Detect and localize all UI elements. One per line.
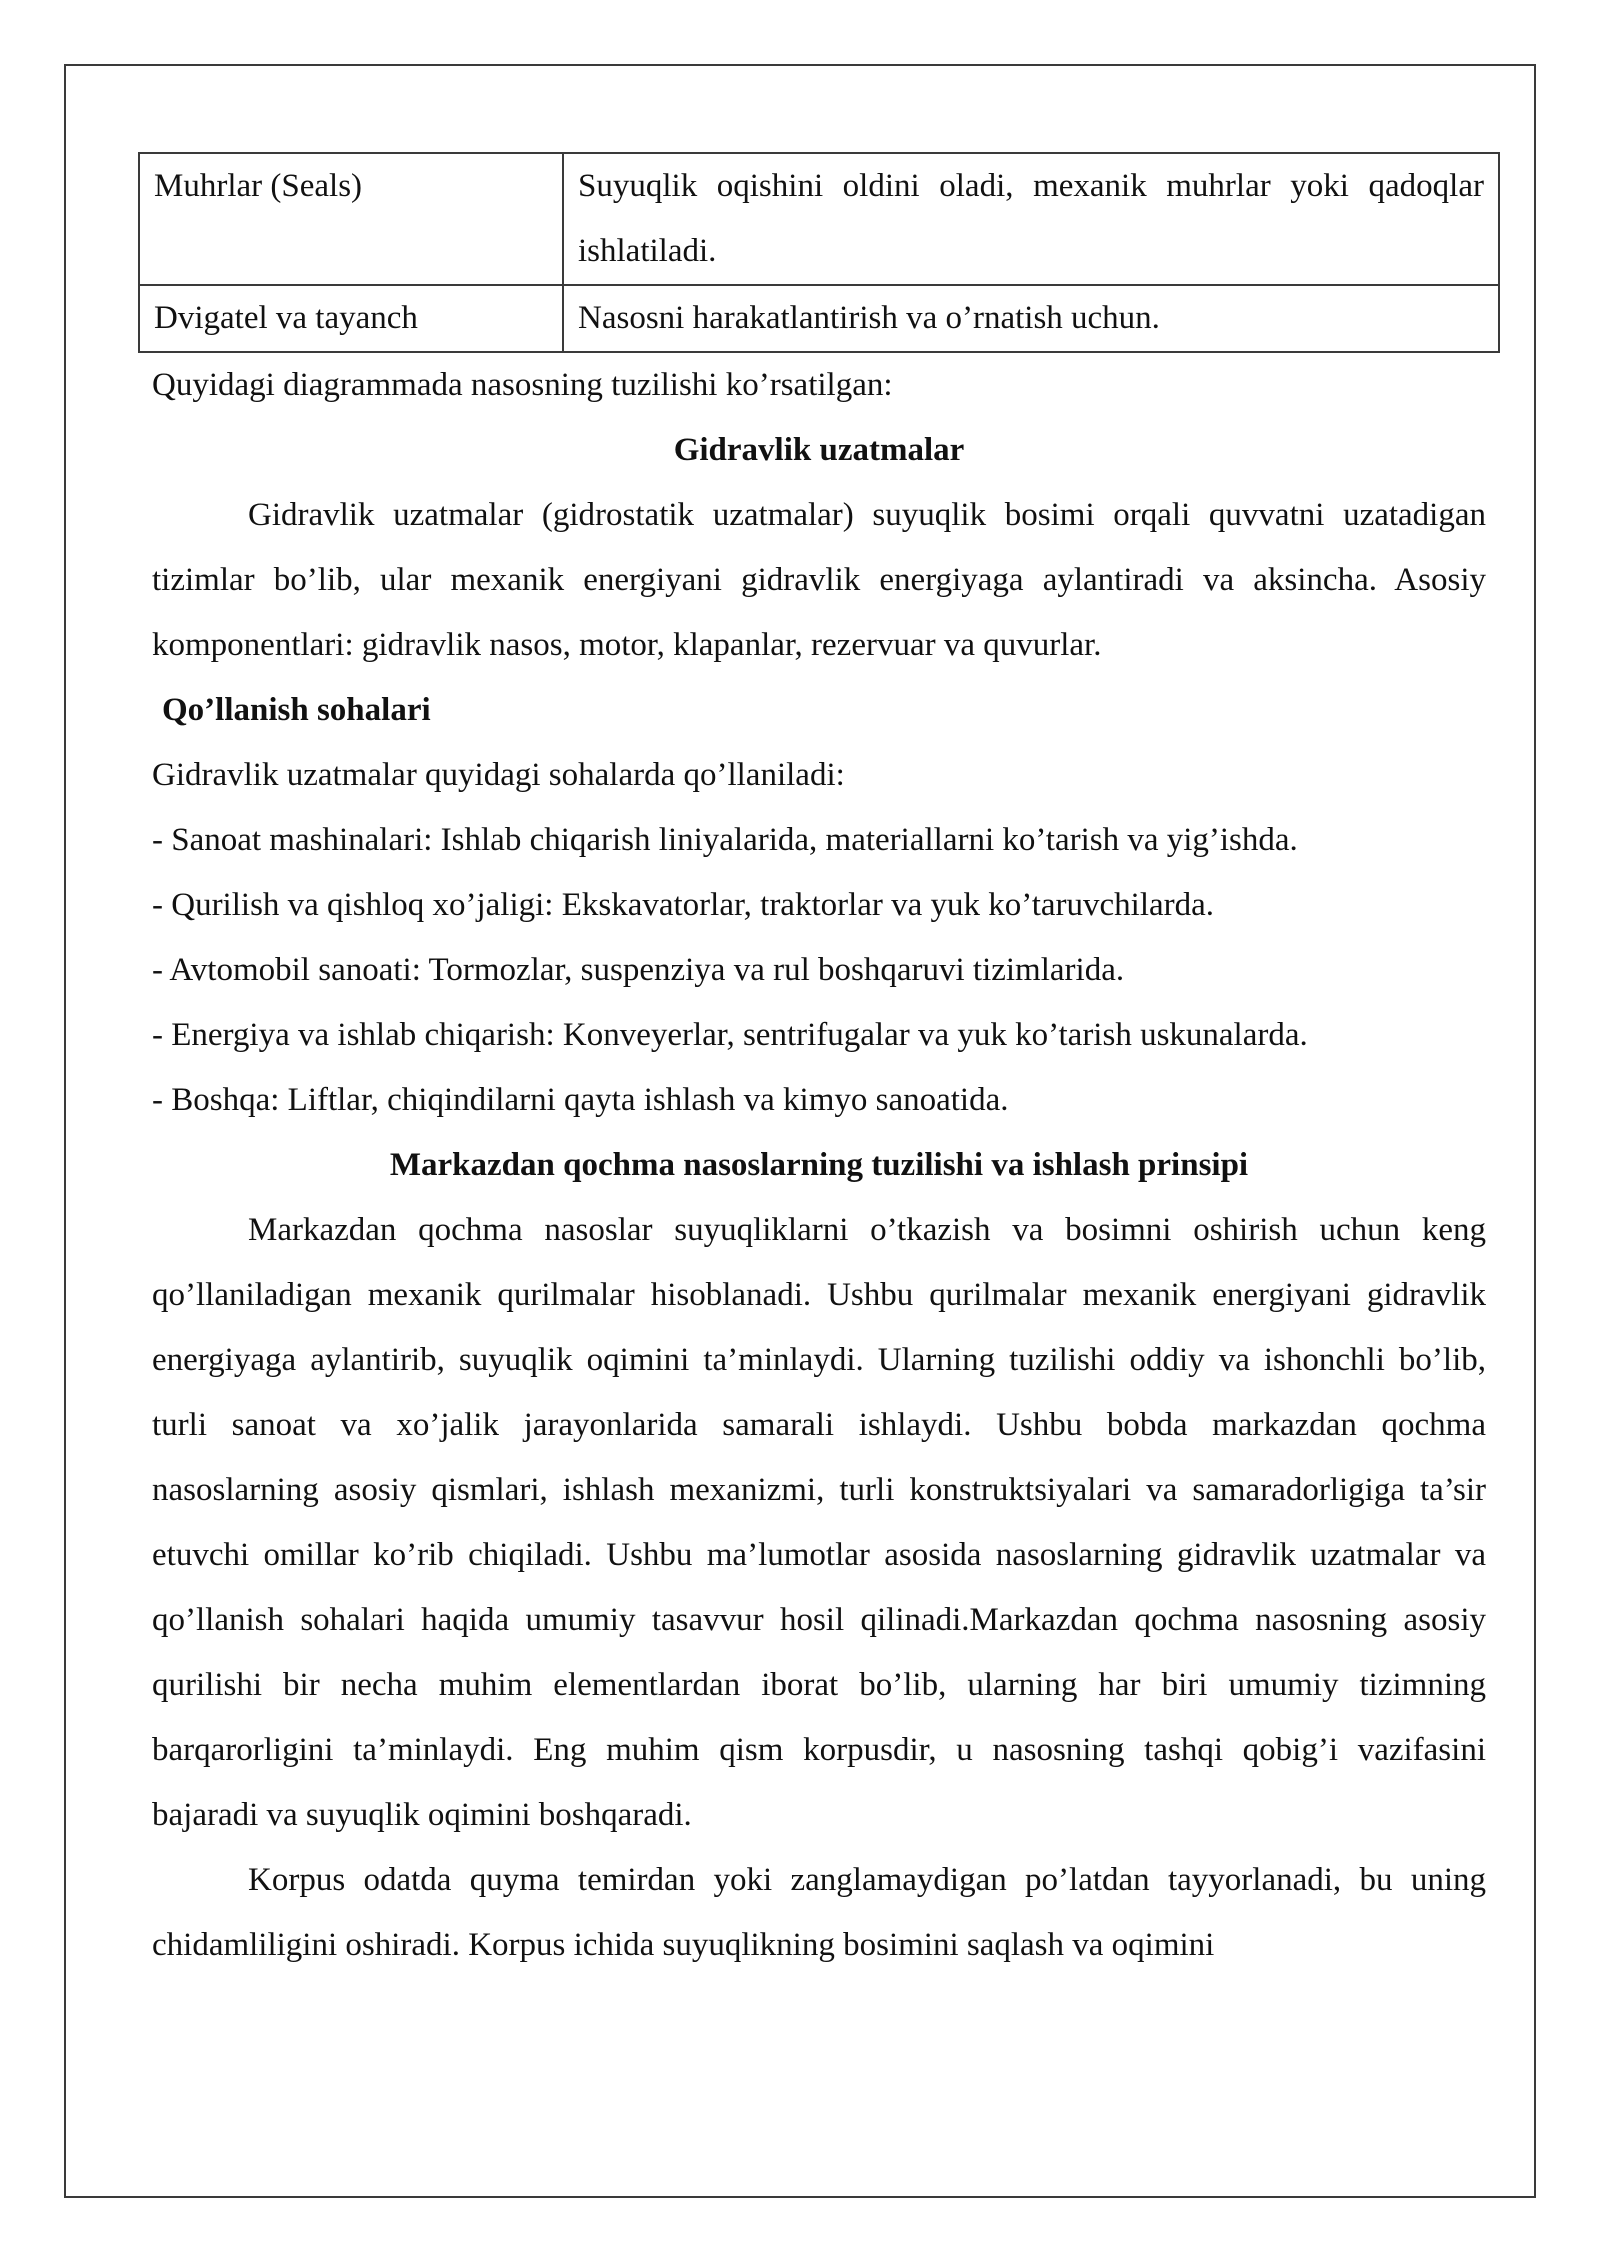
- paragraph-hydraulic-transmissions: Gidravlik uzatmalar (gidrostatik uzatmalar) suyuqlik bosimi orqali quvvatni uzatadigan tizimlar bo’lib, ular mexanik energiyani gidravlik energiyaga aylantiradi va aksincha. Asosiy komponentlari: gidravlik nasos, motor, klapanlar, rezervuar va quvurlar.: [152, 497, 1486, 663]
- table-cell-description: Nasosni harakatlantirish va o’rnatish uchun.: [563, 285, 1499, 352]
- components-table: [138, 152, 1500, 353]
- section-heading-applications: Qo’llanish sohalari: [162, 692, 431, 728]
- table-cell-name: Dvigatel va tayanch: [139, 285, 563, 352]
- list-item: - Qurilish va qishloq xo’jaligi: Ekskavatorlar, traktorlar va yuk ko’taruvchilarda.: [152, 887, 1215, 923]
- paragraph-centrifugal-pumps-1: Markazdan qochma nasoslar suyuqliklarni o’tkazish va bosimni oshirish uchun keng qo’llaniladigan mexanik qurilmalar hisoblanadi. Ushbu qurilmalar mexanik energiyani gidravlik energiyaga aylantirib, suyuqlik oqimini ta’minlaydi. Ularning tuzilishi oddiy va ishonchli bo’lib, turli sanoat va xo’jalik jarayonlarida samarali ishlaydi. Ushbu bobda markazdan qochma nasoslarning asosiy qismlari, ishlash mexanizmi, turli konstruktsiyalari va samaradorligiga ta’sir etuvchi omillar ko’rib chiqiladi. Ushbu ma’lumotlar asosida nasoslarning gidravlik uzatmalar va qo’llanish sohalari haqida umumiy tasavvur hosil qilinadi.Markazdan qochma nasosning asosiy qurilishi bir necha muhim elementlardan iborat bo’lib, ularning har biri umumiy tizimning barqarorligini ta’minlaydi. Eng muhim qism korpusdir, u nasosning tashqi qobig’i vazifasini bajaradi va suyuqlik oqimini boshqaradi.: [152, 1212, 1486, 1833]
- table-cell-description: Suyuqlik oqishini oldini oladi, mexanik muhrlar yoki qadoqlar ishlatiladi.: [563, 153, 1499, 285]
- list-item: - Energiya va ishlab chiqarish: Konveyerlar, sentrifugalar va yuk ko’tarish uskunalarda.: [152, 1017, 1308, 1053]
- list-item: - Sanoat mashinalari: Ishlab chiqarish liniyalarida, materiallarni ko’tarish va yig’ishda.: [152, 822, 1298, 858]
- section-heading-hydraulic-transmissions: Gidravlik uzatmalar: [673, 432, 965, 468]
- diagram-caption: Quyidagi diagrammada nasosning tuzilishi ko’rsatilgan:: [152, 367, 893, 403]
- section-heading-centrifugal-pumps: Markazdan qochma nasoslarning tuzilishi va ishlash prinsipi: [389, 1147, 1249, 1183]
- applications-intro: Gidravlik uzatmalar quyidagi sohalarda qo’llaniladi:: [152, 757, 845, 793]
- list-item: - Boshqa: Liftlar, chiqindilarni qayta ishlash va kimyo sanoatida.: [152, 1082, 1009, 1118]
- list-item: - Avtomobil sanoati: Tormozlar, suspenziya va rul boshqaruvi tizimlarida.: [152, 952, 1125, 988]
- page-content: [152, 152, 1486, 1978]
- paragraph-centrifugal-pumps-2: Korpus odatda quyma temirdan yoki zanglamaydigan po’latdan tayyorlanadi, bu uning chidamliligini oshiradi. Korpus ichida suyuqlikning bosimini saqlash va oqimini: [152, 1862, 1486, 1963]
- table-row: [139, 153, 1499, 285]
- table-row: [139, 285, 1499, 352]
- table-cell-name: Muhrlar (Seals): [139, 153, 563, 285]
